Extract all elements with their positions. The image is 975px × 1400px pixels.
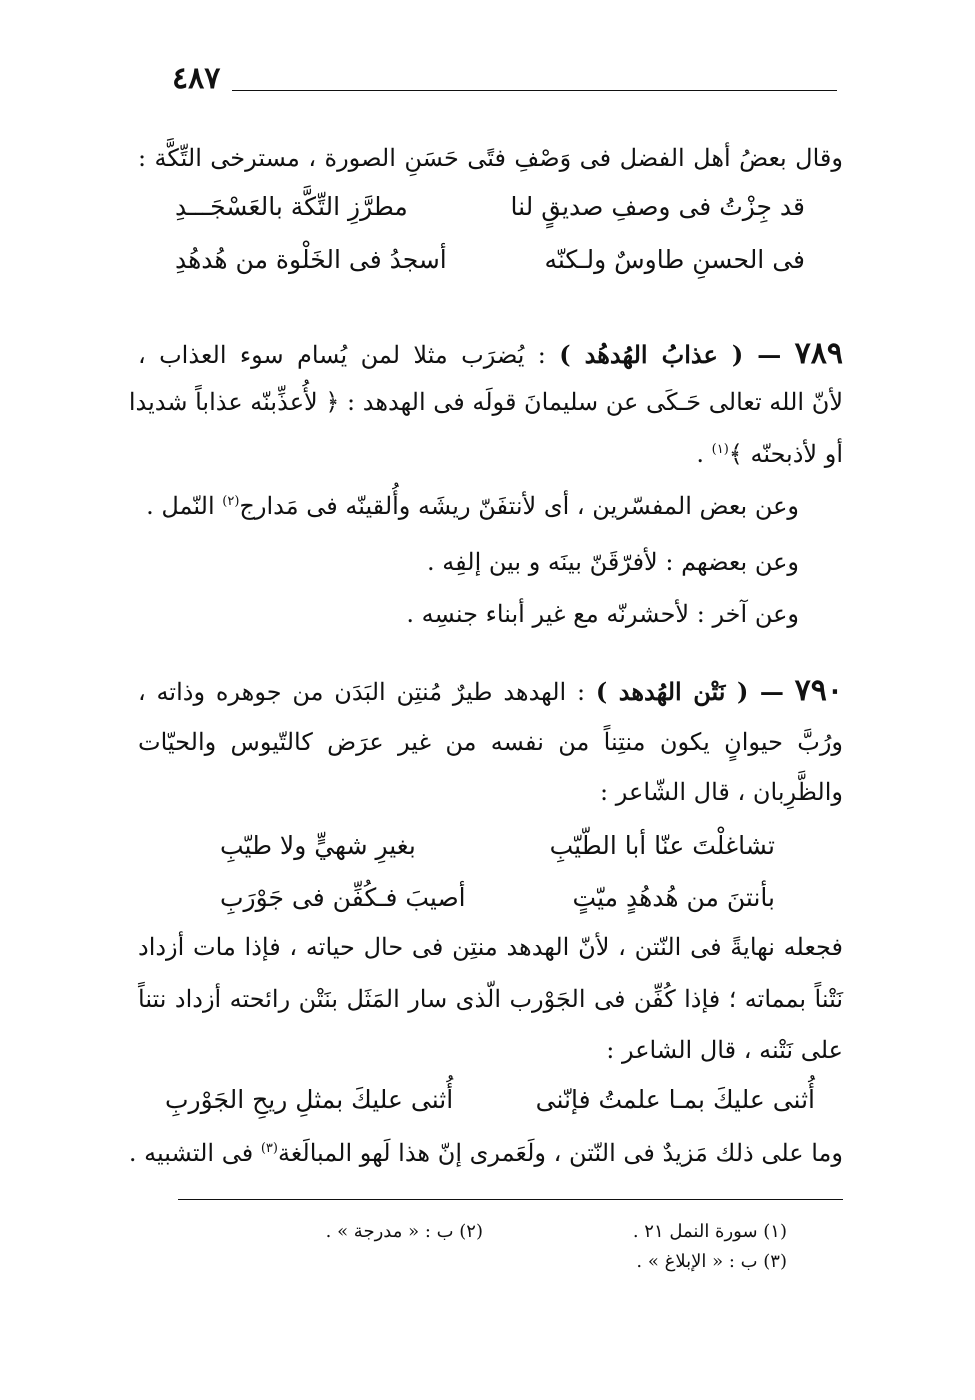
poem3-verse-1 — [165, 1080, 815, 1120]
entry-789-line-3-end: . — [696, 440, 712, 468]
entry-790-heading — [138, 674, 843, 709]
entry-789-line-4-text: وعن بعض المفسّرين ، أى لأنتفَنّ ريشَه وأُلقينّه فى مَدارج — [239, 492, 799, 520]
entry-789-definition: : يُضرَب مثلا لمن يُسام سوء العذاب ، — [138, 341, 546, 369]
entry-789-line-6: وعن آخر : لأحشرنّه مع غير أبناء جنسِه . — [406, 600, 799, 628]
entry-789-line-4-end: النّمل . — [146, 492, 223, 520]
poem2-verse-2 — [220, 878, 775, 918]
entry-790-number: ٧٩٠ — [794, 673, 843, 708]
poem1-verse-2 — [175, 240, 805, 280]
poem2-verse-2-second-hemistich: أصيبَ فـكُفِّن فى جَوْرَبِ — [220, 883, 466, 912]
closing-end: فى التشبيه . — [128, 1139, 261, 1167]
poem1-verse-1 — [175, 187, 805, 227]
entry-789-heading — [138, 337, 843, 372]
poem2-verse-1-first-hemistich: تشاغلْتَ عنّا أبا الطّيّبِ — [549, 831, 775, 860]
poem1-verse-1-first-hemistich: قد جِزْتُ فى وصفِ صديقٍ لنا — [510, 192, 805, 221]
footnote-marker-1[interactable]: (١) — [711, 442, 729, 457]
footnote-1: (١) سورة النمل ٢١ . — [632, 1221, 787, 1242]
poem2-verse-1 — [220, 826, 775, 866]
entry-789-line-2: لأنّ الله تعالى حَـكَى عن سليمانَ قولَه فى الهدهد : ﴿ لأُعذِّبنّه عذاباً شديدا — [128, 388, 843, 416]
poem2-verse-2-first-hemistich: بأنتنَ من هُدهُدٍ ميّتٍ — [572, 883, 775, 912]
intro-line: وقال بعضُ أهل الفضل فى وَصْفِ فتًى حَسَنِ الصورة ، مسترخى التِّكَّة : — [138, 144, 843, 172]
closing-text: وما على ذلك مَزيدٌ فى النّتن ، ولَعَمرى إنّ هذا لَهو المبالَغة — [277, 1139, 843, 1167]
header-rule — [232, 90, 837, 91]
footnote-marker-3[interactable]: (٣) — [260, 1141, 278, 1156]
poem1-verse-2-first-hemistich: فى الحسنِ طاوسٌ ولـكنّه — [544, 245, 805, 274]
entry-790-para-line-3: على نَتْنه ، قال الشاعر : — [606, 1036, 843, 1064]
entry-789-title: — ( عذابُ الهُدهُد ) — [559, 340, 782, 369]
entry-790-title: — ( نَتْن الهُدهد ) — [595, 677, 784, 706]
poem3-first-hemistich: أُثنى عليكَ بمـا علمتُ فإنّنى — [535, 1085, 815, 1114]
entry-790-line-3: والظَّرِبان ، قال الشّاعر : — [600, 778, 843, 806]
entry-789-line-4 — [139, 485, 799, 523]
footnote-2: (٢) ب : « مدرجة » . — [325, 1221, 483, 1242]
entry-789-line-3 — [138, 433, 843, 471]
entry-790-para-line-1: فجعله نهايةً فى النّتن ، لأنّ الهدهد منتِن فى حال حياته ، فإذا مات أزداد — [138, 933, 843, 961]
footnote-rule — [178, 1199, 843, 1200]
poem1-verse-2-second-hemistich: أسجدُ فى الخَلْوة من هُدهُدِ — [175, 245, 447, 274]
closing-line — [128, 1132, 843, 1170]
poem1-verse-1-second-hemistich: مطرَّزِ التِّكَّة بالعَسْجَـــدِ — [175, 192, 408, 221]
poem3-second-hemistich: أُثنى عليكَ بمثلِ ريحِ الجَوْربِ — [165, 1085, 454, 1114]
entry-790-definition: : الهدهد طيرٌ مُنتِن البَدَن من جوهره وذاته ، — [138, 678, 586, 706]
entry-789-quran-end: أو لأذبحنّه ﴾ — [728, 440, 843, 468]
entry-790-line-2: ورُبَّ حيوانٍ يكون منتِناً من نفسه من غير عرَض كالتّيوس والحيّات — [138, 728, 843, 756]
footnote-marker-2[interactable]: (٢) — [222, 494, 240, 509]
page-number: ٤٨٧ — [172, 61, 221, 96]
entry-789-line-5: وعن بعضهم : لأفرّقَنّ بينَه و بين إلفِه . — [427, 548, 799, 576]
entry-790-para-line-2: نَتْناً بمماته ؛ فإذا كُفِّن فى الجَوْرب الّذى سار المَثَل بنَتْن رائحته أزداد نتناً — [138, 985, 843, 1013]
entry-789-number: ٧٨٩ — [794, 336, 843, 371]
poem2-verse-1-second-hemistich: بغيرِ شهيٍّ ولا طيّبِ — [220, 831, 416, 860]
footnote-3: (٣) ب : « الإبلاغ » . — [636, 1251, 787, 1272]
